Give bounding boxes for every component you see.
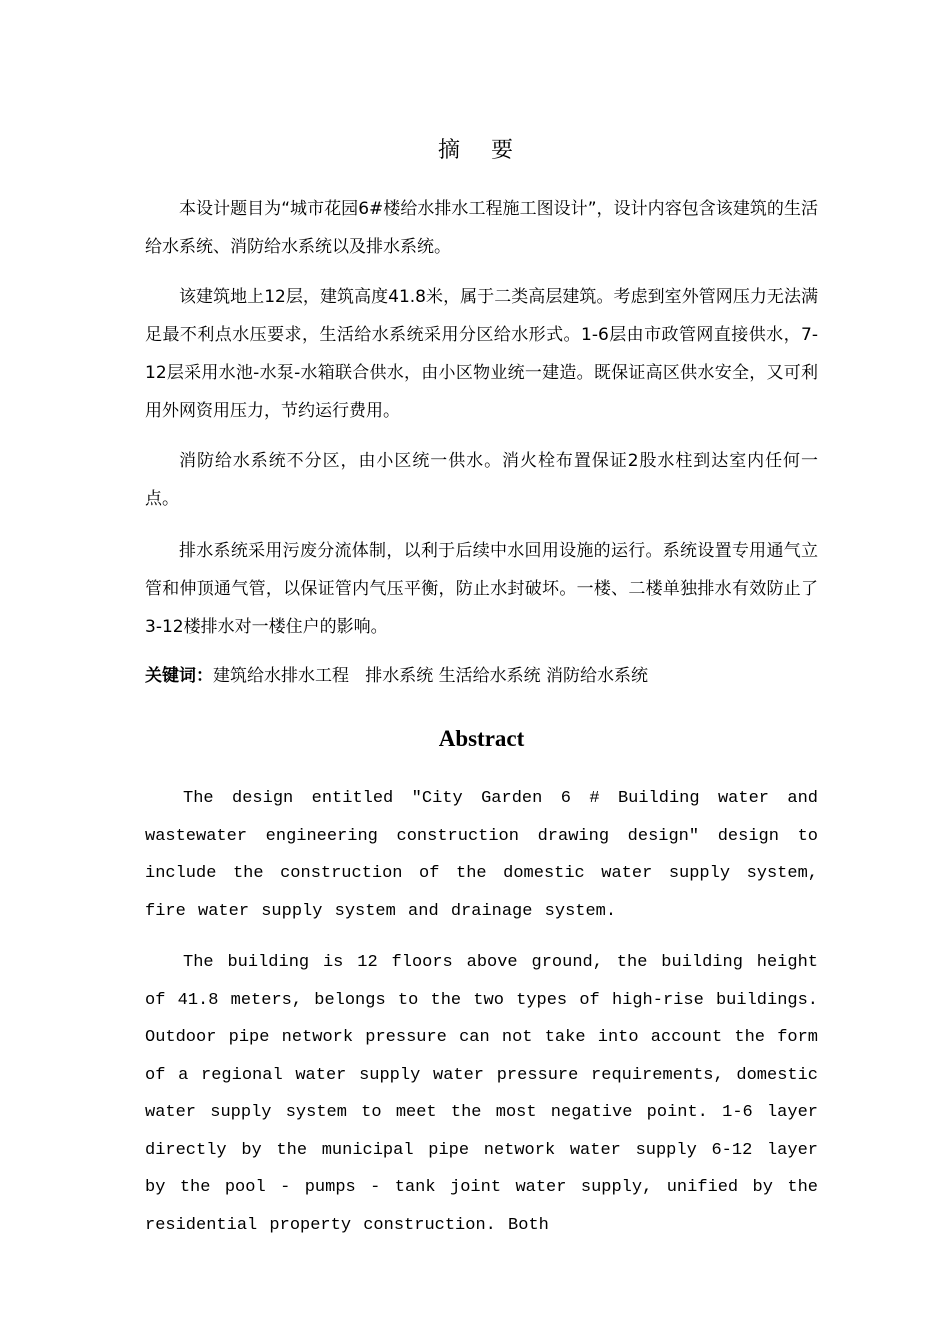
cn-paragraph-3: 消防给水系统不分区，由小区统一供水。消火栓布置保证2股水柱到达室内任何一点。 [145, 451, 818, 509]
english-abstract-title: Abstract [438, 726, 525, 751]
cn-paragraph-2: 该建筑地上12层，建筑高度41.8米，属于二类高层建筑。考虑到室外管网压力无法满足最不利点水压要求，生活给水系统采用分区给水形式。1-6层由市政管网直接供水，7-12层采用水池-水泵-水箱联合供水，由小区物业统一建造。既保证高区供水安全，又可利用外网资用压力，节约运行费用。 [145, 287, 818, 421]
keywords-label: 关键词： [145, 666, 213, 686]
keywords-text: 建筑给水排水工程 排水系统 生活给水系统 消防给水系统 [213, 666, 649, 686]
cn-paragraph-4: 排水系统采用污废分流体制，以利于后续中水回用设施的运行。系统设置专用通气立管和伸顶通气管，以保证管内气压平衡，防止水封破坏。一楼、二楼单独排水有效防止了3-12楼排水对一楼住户的影响。 [145, 541, 818, 637]
chinese-abstract-title: 摘 要 [438, 138, 525, 163]
cn-paragraph-1: 本设计题目为“城市花园6#楼给水排水工程施工图设计”，设计内容包含该建筑的生活给水系统、消防给水系统以及排水系统。 [145, 199, 818, 257]
keywords-line [145, 659, 818, 693]
en-paragraph-1: The design entitled "City Garden 6 # Building water and wastewater engineering construction drawing design" design to include the construction of the domestic water supply system, fire water supply system and drainage system. [145, 789, 818, 921]
en-paragraph-2: The building is 12 floors above ground, the building height of 41.8 meters, belongs to the two types of high-rise buildings. Outdoor pipe network pressure can not take into account the form of a regional water supply water pressure requirements, domestic water supply system to meet the most negative point. 1-6 layer directly by the municipal pipe network water supply 6-12 layer by the pool - pumps - tank joint water supply, unified by the residential property construction. Both [145, 953, 818, 1235]
